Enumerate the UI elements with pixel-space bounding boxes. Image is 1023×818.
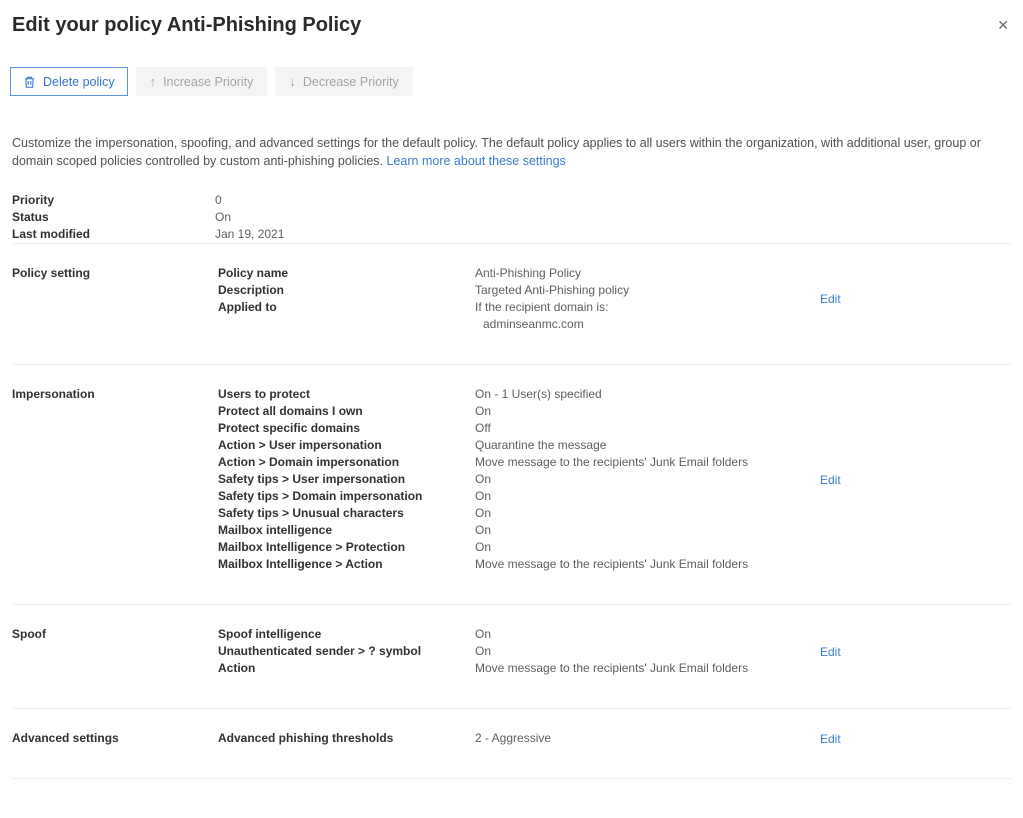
increase-priority-button (136, 67, 268, 96)
section-spoof (12, 604, 1011, 708)
arrow-up-icon: ↑ (149, 74, 157, 89)
increase-priority-label: Increase Priority (163, 74, 254, 89)
meta-row-priority (12, 192, 1011, 209)
setting-row: Mailbox intelligence On (218, 523, 492, 537)
setting-row: Safety tips > Domain impersonation On (218, 489, 492, 503)
section-policy-setting (12, 243, 1011, 364)
priority-label: Priority (12, 193, 55, 207)
setting-row: Policy name Anti-Phishing Policy (218, 266, 582, 280)
status-value: On (215, 210, 232, 224)
section-title: Impersonation (12, 387, 95, 401)
setting-row (218, 316, 820, 333)
section-rows (218, 265, 820, 333)
applied-domain-value: adminseanmc.com (483, 317, 584, 331)
setting-row: Action > Domain impersonation Move message to the recipients' Junk Email folders (218, 455, 749, 469)
section-title: Advanced settings (12, 731, 119, 745)
decrease-priority-button (275, 67, 412, 96)
meta-row-last-modified (12, 226, 1011, 243)
section-rows (218, 730, 820, 747)
page-title: Edit your policy Anti-Phishing Policy (12, 14, 362, 36)
section-rows (218, 386, 820, 573)
section-title: Spoof (12, 627, 46, 641)
description-text: Customize the impersonation, spoofing, and advanced settings for the default policy. The default policy applies to all users within the organization, with additional user, group or domain scoped policies controlled by custom anti-phishing policies. (12, 136, 981, 168)
setting-row: Users to protect On - 1 User(s) specified (218, 387, 602, 401)
edit-policy-dialog (0, 12, 1023, 818)
section-impersonation (12, 364, 1011, 604)
setting-row: Action Move message to the recipients' Junk Email folders (218, 661, 749, 675)
last-modified-value: Jan 19, 2021 (215, 227, 285, 241)
setting-row: Unauthenticated sender > ? symbol On (218, 644, 492, 658)
meta-section (12, 192, 1011, 243)
setting-row: Safety tips > User impersonation On (218, 472, 492, 486)
setting-row: Action > User impersonation Quarantine the message (218, 438, 607, 452)
learn-more-link[interactable]: Learn more about these settings (386, 154, 566, 168)
setting-row: Description Targeted Anti-Phishing policy (218, 283, 630, 297)
setting-row: Spoof intelligence On (218, 627, 492, 641)
section-rows (218, 626, 820, 677)
decrease-priority-label: Decrease Priority (302, 74, 399, 89)
setting-row: Protect all domains I own On (218, 404, 492, 418)
policy-description (12, 134, 1007, 170)
setting-row: Applied to If the recipient domain is: (218, 300, 609, 314)
priority-value: 0 (215, 193, 222, 207)
section-title: Policy setting (12, 266, 91, 280)
edit-policy-setting-link[interactable]: Edit (820, 292, 841, 306)
trash-icon (23, 75, 36, 89)
setting-row: Mailbox Intelligence > Action Move message to the recipients' Junk Email folders (218, 557, 749, 571)
edit-advanced-settings-link[interactable]: Edit (820, 731, 841, 746)
delete-policy-label: Delete policy (43, 74, 115, 89)
arrow-down-icon: ↓ (289, 74, 296, 89)
toolbar (10, 67, 1023, 96)
setting-row: Safety tips > Unusual characters On (218, 506, 492, 520)
section-advanced-settings (12, 708, 1011, 778)
bottom-divider (12, 778, 1011, 779)
meta-row-status (12, 209, 1011, 226)
edit-spoof-link[interactable]: Edit (820, 644, 841, 659)
setting-row: Advanced phishing thresholds 2 - Aggressive (218, 731, 552, 745)
setting-row: Mailbox Intelligence > Protection On (218, 540, 492, 554)
close-button[interactable] (993, 14, 1013, 36)
status-label: Status (12, 210, 49, 224)
edit-impersonation-link[interactable]: Edit (820, 472, 841, 487)
last-modified-label: Last modified (12, 227, 91, 241)
close-icon: ✕ (997, 17, 1009, 33)
setting-row: Protect specific domains Off (218, 421, 491, 435)
delete-policy-button[interactable] (10, 67, 128, 96)
